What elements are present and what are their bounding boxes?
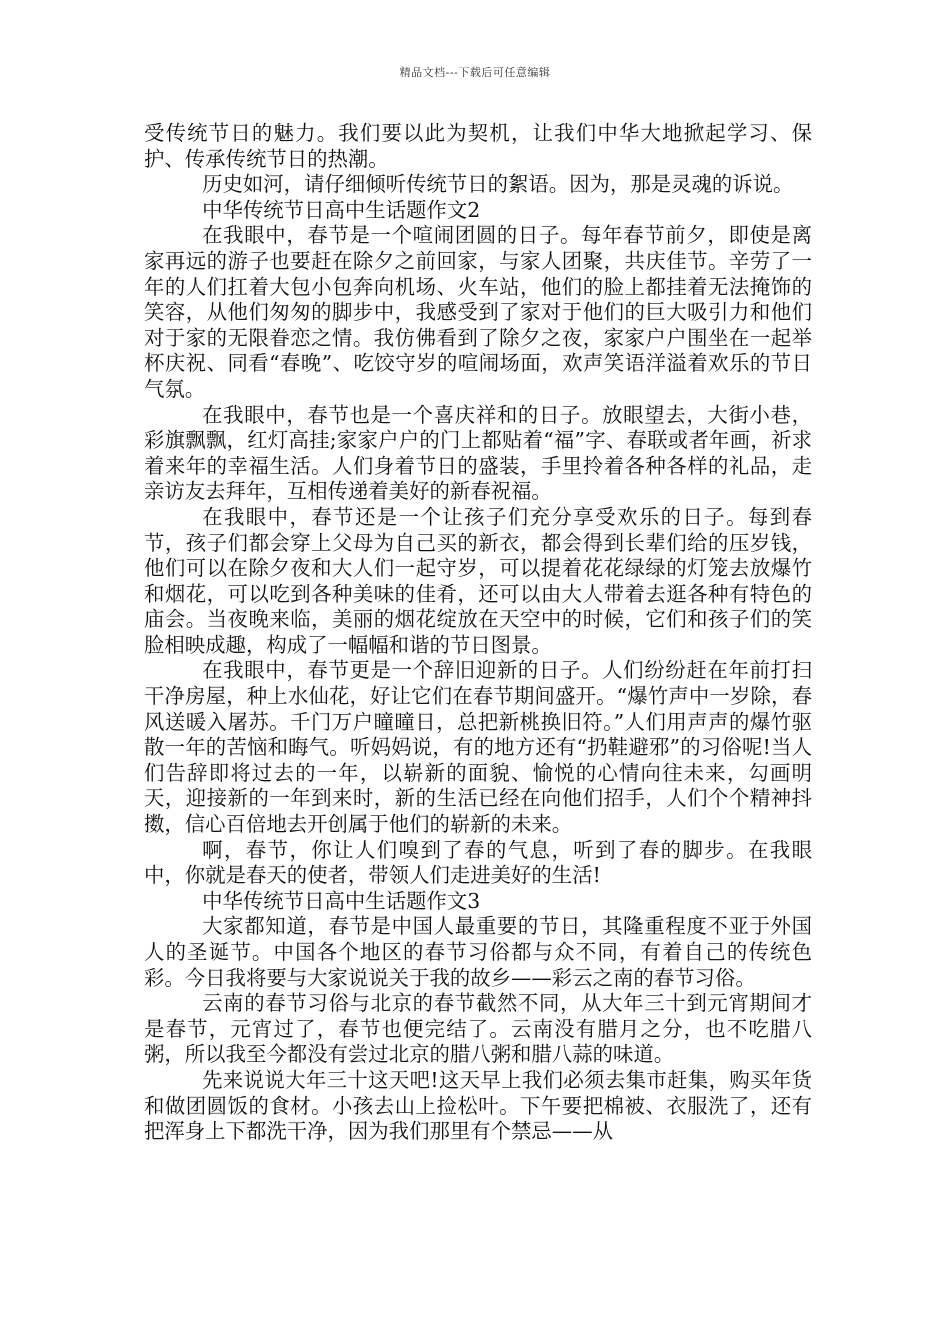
paragraph: 受传统节日的魅力。我们要以此为契机，让我们中华大地掀起学习、保护、传承传统节日的热潮。 [144, 121, 812, 171]
paragraph: 先来说说大年三十这天吧!这天早上我们必须去集市赶集，购买年货和做团圆饭的食材。小孩去山上捡松叶。下午要把棉被、衣服洗了，还有把浑身上下都洗干净，因为我们那里有个禁忌——从 [144, 1067, 812, 1144]
paragraph: 啊，春节，你让人们嗅到了春的气息，听到了春的脚步。在我眼中，你就是春天的使者，带领人们走进美好的生活! [144, 837, 812, 888]
paragraph: 在我眼中，春节也是一个喜庆祥和的日子。放眼望去，大街小巷，彩旗飘飘，红灯高挂;家家户户的门上都贴着“福”字、春联或者年画，祈求着来年的幸福生活。人们身着节日的盛装，手里拎着各种各样的礼品，走亲访友去拜年，互相传递着美好的新春祝福。 [144, 402, 812, 504]
paragraph: 大家都知道，春节是中国人最重要的节日，其隆重程度不亚于外国人的圣诞节。中国各个地区的春节习俗都与众不同，有着自己的传统色彩。今日我将要与大家说说关于我的故乡——彩云之南的春节习俗。 [144, 914, 812, 990]
section-heading: 中华传统节日高中生话题作文2 [202, 197, 481, 222]
paragraph: 历史如河，请仔细倾听传统节日的絮语。因为，那是灵魂的诉说。 [202, 172, 794, 197]
paragraph: 在我眼中，春节更是一个辞旧迎新的日子。人们纷纷赶在年前打扫干净房屋，种上水仙花，好让它们在春节期间盛开。“爆竹声中一岁除，春风送暖入屠苏。千门万户曈曈日，总把新桃换旧符。”人们用声声的爆竹驱散一年的苦恼和晦气。听妈妈说，有的地方还有“扔鞋避邪”的习俗呢!当人们告辞即将过去的一年，以崭新的面貌、愉悦的心情向往未来，勾画明天，迎接新的一年到来时，新的生活已经在向他们招手，人们个个精神抖擞，信心百倍地去开创属于他们的崭新的未来。 [144, 658, 812, 837]
section-heading: 中华传统节日高中生话题作文3 [202, 888, 481, 913]
paragraph: 在我眼中，春节还是一个让孩子们充分享受欢乐的日子。每到春节，孩子们都会穿上父母为自己买的新衣，都会得到长辈们给的压岁钱，他们可以在除夕夜和大人们一起守岁，可以提着花花绿绿的灯笼去放爆竹和烟花，可以吃到各种美味的佳肴，还可以由大人带着去逛各种有特色的庙会。当夜晚来临，美丽的烟花绽放在天空中的时候，它们和孩子们的笑脸相映成趣，构成了一幅幅和谐的节日图景。 [144, 504, 812, 657]
page-header: 精品文档---下载后可任意编辑 [399, 66, 551, 79]
paragraph: 云南的春节习俗与北京的春节截然不同，从大年三十到元宵期间才是春节，元宵过了，春节也便完结了。云南没有腊月之分，也不吃腊八粥，所以我至今都没有尝过北京的腊八粥和腊八蒜的味道。 [144, 991, 812, 1067]
paragraph: 在我眼中，春节是一个喧闹团圆的日子。每年春节前夕，即使是离家再远的游子也要赶在除夕之前回家，与家人团聚，共庆佳节。辛劳了一年的人们扛着大包小包奔向机场、火车站，他们的脸上都挂着无法掩饰的笑容，从他们匆匆的脚步中，我感受到了家对于他们的巨大吸引力和他们对于家的无限眷恋之情。我仿佛看到了除夕之夜，家家户户围坐在一起举杯庆祝、同看“春晚”、吃饺守岁的喧闹场面，欢声笑语洋溢着欢乐的节日气氛。 [144, 223, 812, 401]
document-body [144, 121, 812, 1145]
